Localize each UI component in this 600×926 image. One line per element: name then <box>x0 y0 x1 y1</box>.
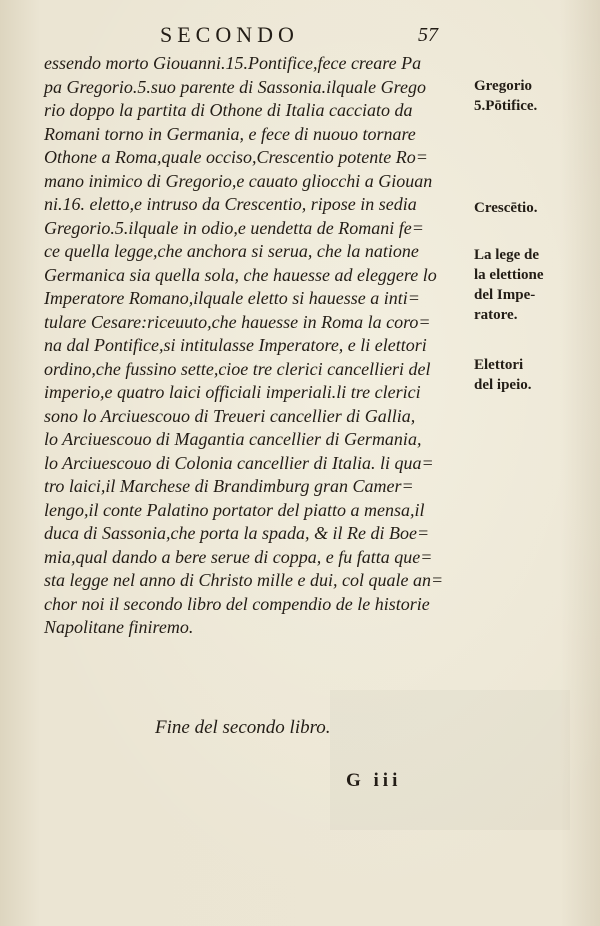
text-line: Napolitane finiremo. <box>44 617 194 637</box>
text-line: pa Gregorio.5.suo parente di Sassonia.ilquale Grego <box>44 76 426 97</box>
text-line: na dal Pontifice,si intitulasse Imperatore, e li elettori <box>44 335 427 355</box>
marginal-note-line: del Impe- <box>474 287 536 303</box>
marginal-note-line: 5.Pōtifice. <box>474 98 538 114</box>
text-line: sta legge nel anno di Christo mille e dui, col quale an= <box>44 570 444 590</box>
marginal-note-gregorio <box>474 76 594 116</box>
marginal-note-line: ratore. <box>474 307 518 323</box>
marginal-note-crescentio <box>474 198 594 218</box>
text-line: duca di Sassonia,che porta la spada, & il Re di Boe= <box>44 523 430 543</box>
folio-number: 57 <box>418 24 438 46</box>
signature-mark: G iii <box>346 770 402 791</box>
text-line: lengo,il conte Palatino portator del piatto a mensa,il <box>44 499 425 520</box>
text-line: Gregorio.5.ilquale in odio,e uendetta de Romani fe= <box>44 217 424 238</box>
text-line: mia,qual dando a bere serue di coppa, e fu fatta que= <box>44 546 433 567</box>
text-line: Imperatore Romano,ilquale eletto si hauesse a inti= <box>44 288 420 308</box>
text-line: ce quella legge,che anchora si serua, che la natione <box>44 241 419 261</box>
text-line: chor noi il secondo libro del compendio de le historie <box>44 593 430 614</box>
text-line: Romani torno in Germania, e fece di nuouo tornare <box>44 123 416 144</box>
text-line: essendo morto Giouanni.15.Pontifice,fece creare Pa <box>44 53 422 73</box>
text-line: tulare Cesare:riceuuto,che hauesse in Roma la coro= <box>44 311 431 332</box>
marginal-note-line: Crescētio. <box>474 200 538 216</box>
marginal-note-line: la elettione <box>474 267 544 283</box>
text-line: tro laici,il Marchese di Brandimburg gran Camer= <box>44 476 414 496</box>
text-line: rio doppo la partita di Othone di Italia cacciato da <box>44 100 413 120</box>
text-line: mano inimico di Gregorio,e cauato gliocchi a Giouan <box>44 170 433 191</box>
marginal-note-line: Elettori <box>474 357 524 373</box>
marginal-note-electors <box>474 355 594 395</box>
text-line: lo Arciuescouo di Colonia cancellier di Italia. li qua= <box>44 452 434 473</box>
text-line: ni.16. eletto,e intruso da Crescentio, ripose in sedia <box>44 194 417 214</box>
page-header <box>0 22 600 52</box>
text-line: ordino,che fussino sette,cioe tre clerici cancellieri del <box>44 358 431 379</box>
running-head: SECONDO <box>160 22 299 47</box>
marginal-note-line: Gregorio <box>474 78 533 94</box>
colophon: Fine del secondo libro. <box>155 717 331 738</box>
text-line: Othone a Roma,quale occiso,Crescentio potente Ro= <box>44 147 428 167</box>
paper-show-through <box>330 690 570 830</box>
text-line: lo Arciuescouo di Magantia cancellier di Germania, <box>44 429 422 449</box>
text-line: Germanica sia quella sola, che hauesse ad eleggere lo <box>44 264 437 285</box>
body-text <box>44 52 474 640</box>
marginal-note-line: La lege de <box>474 247 539 263</box>
text-line: imperio,e quatro laici officiali imperiali.li tre clerici <box>44 382 421 402</box>
text-line: sono lo Arciuescouo di Treueri cancellier di Gallia, <box>44 405 416 426</box>
marginal-note-election-law <box>474 245 594 325</box>
marginal-note-line: del ipeio. <box>474 377 532 393</box>
